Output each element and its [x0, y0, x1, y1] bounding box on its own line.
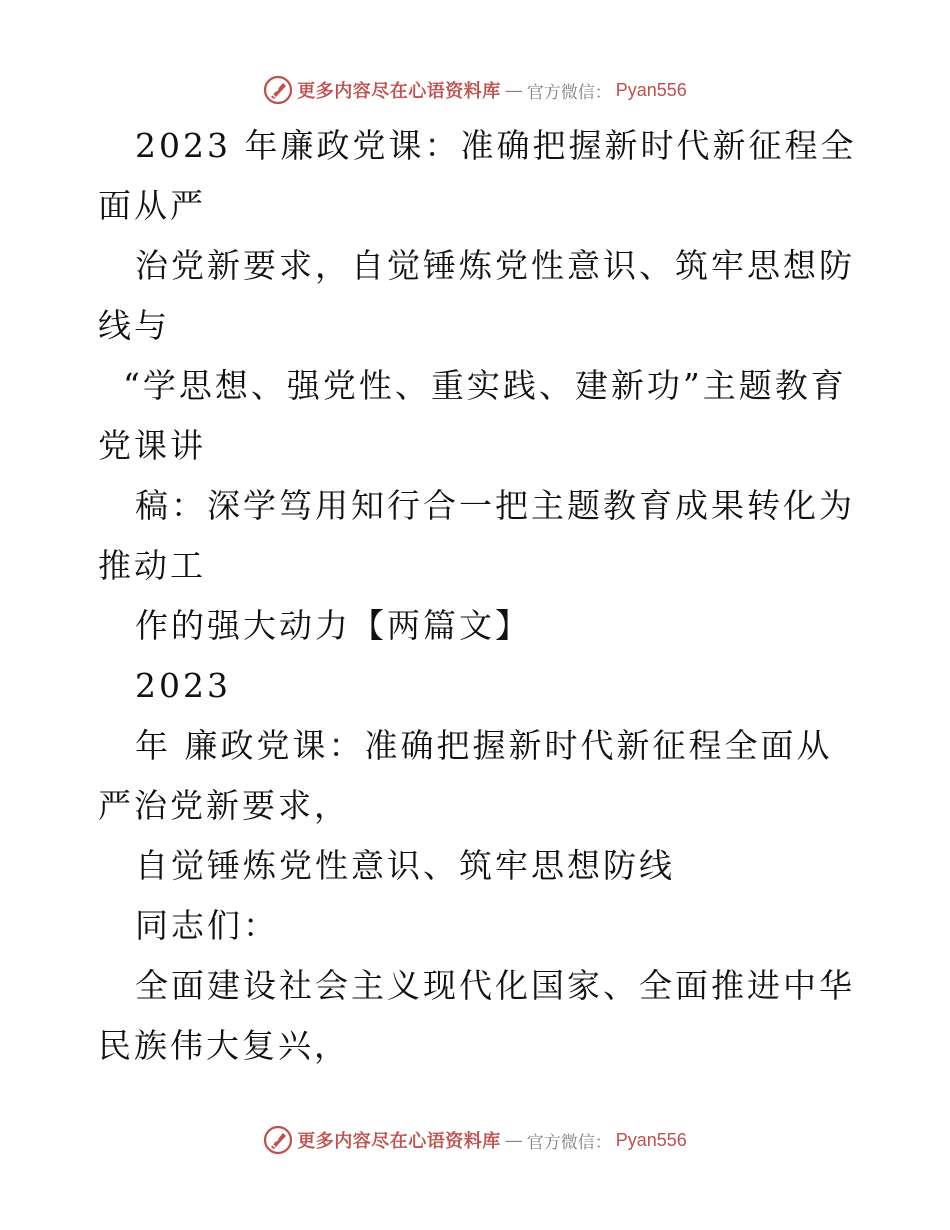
document-body	[98, 116, 858, 1076]
paragraph: 自觉锤炼党性意识、筑牢思想防线	[135, 846, 675, 885]
paragraph: 稿：深学笃用知行合一把主题教育成果转化为推动工	[98, 486, 855, 585]
paragraph: 年 廉政党课：准确把握新时代新征程全面从严治党新要求，	[98, 726, 833, 825]
footer-banner	[0, 1122, 950, 1158]
paragraph: 治党新要求，自觉锤炼党性意识、筑牢思想防线与	[98, 246, 855, 345]
paragraph: 全面建设社会主义现代化国家、全面推进中华民族伟大复兴，	[98, 966, 855, 1065]
header-wechat-label: 官方微信：	[526, 82, 612, 103]
header-banner	[0, 72, 950, 108]
footer-wechat-id: Pyan556	[615, 1129, 687, 1150]
paragraph: 2023	[135, 666, 231, 705]
footer-banner-separator: —	[504, 1129, 523, 1151]
paragraph: 同志们：	[135, 906, 279, 945]
paragraph: 作的强大动力【两篇文】	[135, 606, 531, 645]
quill-logo-icon	[263, 1125, 293, 1155]
paragraph: 2023 年廉政党课：准确把握新时代新征程全面从严	[98, 126, 857, 225]
header-banner-separator: —	[504, 79, 523, 101]
footer-wechat-label: 官方微信：	[526, 1132, 612, 1153]
paragraph: “学思想、强党性、重实践、建新功”主题教育党课讲	[98, 366, 847, 465]
quill-logo-icon	[263, 75, 293, 105]
footer-banner-text: 更多内容尽在心语资料库	[297, 1131, 501, 1152]
header-wechat-id: Pyan556	[615, 79, 687, 100]
header-banner-text: 更多内容尽在心语资料库	[297, 81, 501, 102]
